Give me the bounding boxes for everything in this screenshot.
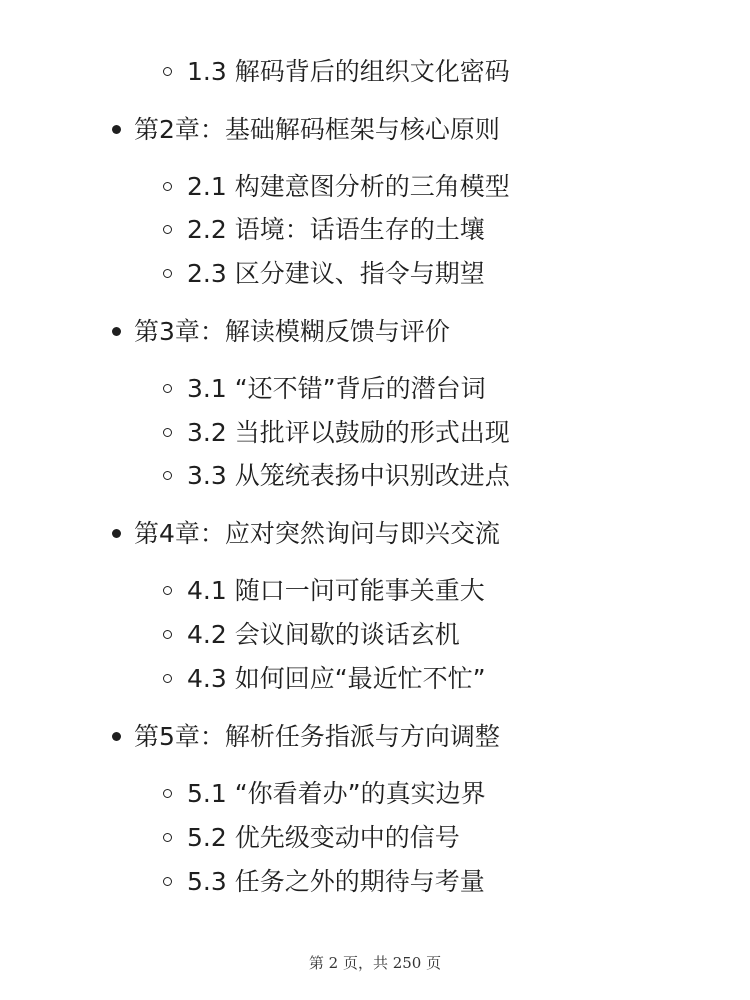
filled-bullet-icon bbox=[112, 327, 121, 336]
toc-item-label: 3.2 当批评以鼓励的形式出现 bbox=[187, 418, 510, 447]
hollow-bullet-icon bbox=[163, 674, 172, 683]
hollow-bullet-icon bbox=[163, 586, 172, 595]
toc-item-label: 2.2 语境：话语生存的土壤 bbox=[187, 215, 485, 244]
toc-item-label: 第3章：解读模糊反馈与评价 bbox=[134, 317, 450, 346]
hollow-bullet-icon bbox=[163, 630, 172, 639]
toc-chapter-2[interactable] bbox=[112, 117, 500, 142]
toc-item-label: 第5章：解析任务指派与方向调整 bbox=[134, 722, 500, 751]
toc-chapter-3[interactable] bbox=[112, 319, 450, 344]
toc-section-5-2[interactable] bbox=[163, 825, 460, 850]
toc-item-label: 5.2 优先级变动中的信号 bbox=[187, 823, 460, 852]
toc-item-label: 第2章：基础解码框架与核心原则 bbox=[134, 115, 500, 144]
toc-section-3-2[interactable] bbox=[163, 420, 510, 445]
toc-item-label: 4.1 随口一问可能事关重大 bbox=[187, 576, 485, 605]
toc-section-2-1[interactable] bbox=[163, 174, 510, 199]
toc-item-label: 3.3 从笼统表扬中识别改进点 bbox=[187, 461, 510, 490]
hollow-bullet-icon bbox=[163, 428, 172, 437]
toc-section-4-3[interactable] bbox=[163, 666, 486, 691]
toc-section-5-3[interactable] bbox=[163, 869, 485, 894]
toc-section-4-2[interactable] bbox=[163, 622, 460, 647]
toc-item-label: 1.3 解码背后的组织文化密码 bbox=[187, 57, 510, 86]
toc-item-label: 4.2 会议间歇的谈话玄机 bbox=[187, 620, 460, 649]
filled-bullet-icon bbox=[112, 732, 121, 741]
toc-chapter-4[interactable] bbox=[112, 521, 500, 546]
hollow-bullet-icon bbox=[163, 789, 172, 798]
toc-item-label: 4.3 如何回应“最近忙不忙” bbox=[187, 664, 486, 693]
toc-section-4-1[interactable] bbox=[163, 578, 485, 603]
toc-section-2-2[interactable] bbox=[163, 217, 485, 242]
hollow-bullet-icon bbox=[163, 833, 172, 842]
toc-item-label: 2.1 构建意图分析的三角模型 bbox=[187, 172, 510, 201]
toc-section-5-1[interactable] bbox=[163, 781, 486, 806]
toc-section-3-1[interactable] bbox=[163, 376, 486, 401]
toc-section-3-3[interactable] bbox=[163, 463, 510, 488]
hollow-bullet-icon bbox=[163, 384, 172, 393]
page-number-footer: 第 2 页，共 250 页 bbox=[308, 954, 442, 972]
hollow-bullet-icon bbox=[163, 182, 172, 191]
toc-item-label: 第4章：应对突然询问与即兴交流 bbox=[134, 519, 500, 548]
toc-item-label: 2.3 区分建议、指令与期望 bbox=[187, 259, 485, 288]
hollow-bullet-icon bbox=[163, 225, 172, 234]
hollow-bullet-icon bbox=[163, 67, 172, 76]
filled-bullet-icon bbox=[112, 529, 121, 538]
hollow-bullet-icon bbox=[163, 877, 172, 886]
hollow-bullet-icon bbox=[163, 471, 172, 480]
hollow-bullet-icon bbox=[163, 269, 172, 278]
toc-section-2-3[interactable] bbox=[163, 261, 485, 286]
filled-bullet-icon bbox=[112, 125, 121, 134]
toc-section-1-3[interactable] bbox=[163, 59, 510, 84]
toc-item-label: 5.1 “你看着办”的真实边界 bbox=[187, 779, 486, 808]
toc-item-label: 3.1 “还不错”背后的潜台词 bbox=[187, 374, 486, 403]
toc-chapter-5[interactable] bbox=[112, 724, 500, 749]
toc-item-label: 5.3 任务之外的期待与考量 bbox=[187, 867, 485, 896]
